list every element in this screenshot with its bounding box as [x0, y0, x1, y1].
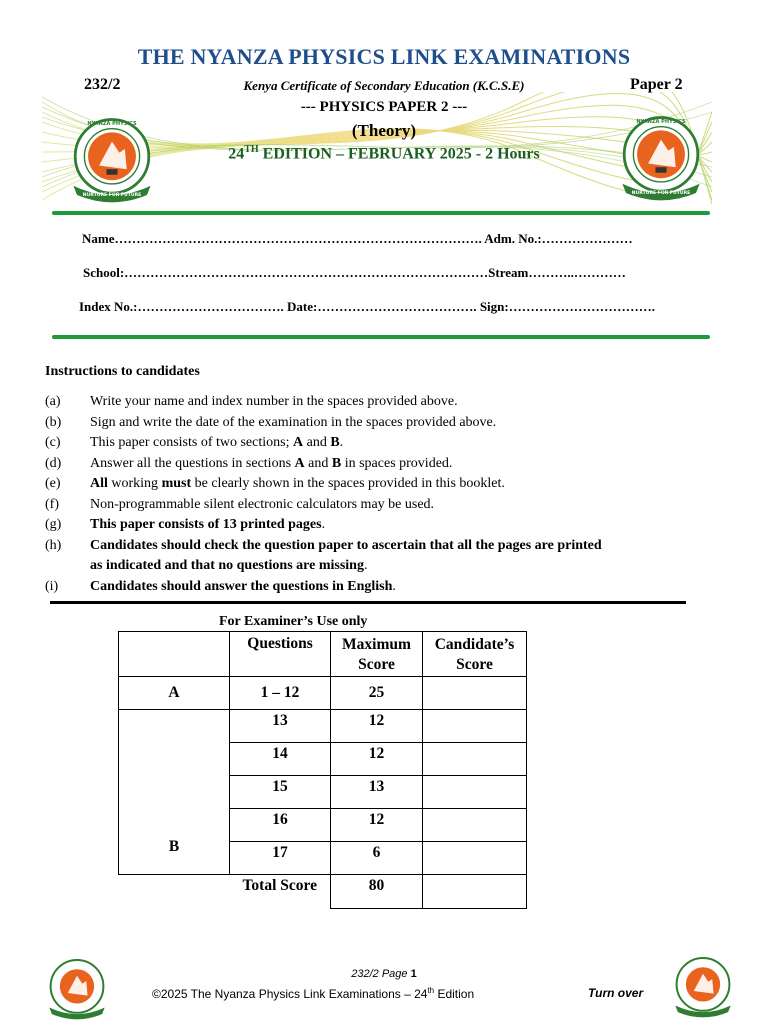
question-max: 13 [331, 776, 423, 809]
instruction-item: (i) Candidates should answer the questions in English. [45, 578, 396, 594]
total-score-label: Total Score [242, 877, 317, 894]
fields-divider [52, 335, 710, 339]
school-logo-left [66, 114, 158, 206]
header-candidate-score: Candidate’s Score [423, 632, 527, 677]
instructions-heading: Instructions to candidates [45, 364, 200, 379]
instruction-item: (e) All working must be clearly shown in the spaces provided in this booklet. [45, 476, 505, 491]
svg-text:NURTURE FOR FUTURE: NURTURE FOR FUTURE [631, 190, 691, 196]
header-section-cell [119, 632, 230, 677]
index-date-sign-field[interactable]: Index No.:……………………………. Date:………………………………. Sign:……………………………. [79, 299, 655, 314]
section-a-questions: 1 – 12 [230, 677, 331, 710]
instruction-item: (h) Candidates should check the question paper to ascertain that all the pages are printed as indicated and that no questions are missing. [45, 537, 602, 573]
question-number: 16 [230, 809, 331, 842]
section-b-label: B [119, 710, 230, 875]
candidate-score-cell[interactable] [423, 809, 527, 842]
total-max: 80 [331, 875, 423, 909]
paper-code: 232/2 [84, 76, 121, 93]
school-logo-right [615, 112, 707, 204]
question-max: 12 [331, 809, 423, 842]
candidate-score-cell[interactable] [423, 710, 527, 743]
question-number: 13 [230, 710, 331, 743]
copyright-notice: ©2025 The Nyanza Physics Link Examinations – 24th Edition [152, 986, 475, 1001]
instruction-item: (g) This paper consists of 13 printed pages. [45, 517, 326, 532]
table-header-row [119, 632, 527, 677]
school-stream-field[interactable]: School:…………………………………………………………………………Stream………..………… [83, 265, 626, 280]
total-spacer [119, 875, 230, 909]
section-a-label: A [119, 677, 230, 710]
kcse-subtitle: Kenya Certificate of Secondary Education (K.C.S.E) [243, 78, 525, 93]
paper-number: Paper 2 [630, 76, 683, 93]
instruction-item: (d) Answer all the questions in sections A and B in spaces provided. [45, 455, 453, 471]
section-a-score-cell[interactable] [423, 677, 527, 710]
instructions-divider [50, 601, 686, 604]
total-score-cell[interactable] [423, 875, 527, 909]
instruction-item: (c) This paper consists of two sections; A and B. [45, 435, 344, 450]
instruction-item: (f) Non-programmable silent electronic calculators may be used. [45, 496, 435, 512]
exam-title: THE NYANZA PHYSICS LINK EXAMINATIONS [137, 44, 631, 69]
total-row [119, 875, 527, 909]
question-number: 15 [230, 776, 331, 809]
question-number: 17 [230, 842, 331, 875]
header-divider [52, 211, 710, 215]
page-number: 232/2 Page 1 [351, 968, 417, 980]
instructions-list [45, 392, 685, 597]
candidate-score-cell[interactable] [423, 842, 527, 875]
footer-logo-left [44, 956, 110, 1022]
svg-text:NYANZA PHYSICS: NYANZA PHYSICS [87, 121, 137, 128]
turn-over-note: Turn over [588, 986, 644, 1000]
question-max: 6 [331, 842, 423, 875]
svg-text:NYANZA PHYSICS: NYANZA PHYSICS [636, 119, 686, 126]
footer-logo-right [670, 954, 736, 1020]
candidate-score-cell[interactable] [423, 776, 527, 809]
subject-title: --- PHYSICS PAPER 2 --- [300, 99, 468, 115]
svg-text:NURTURE FOR FUTURE: NURTURE FOR FUTURE [82, 192, 142, 198]
question-max: 12 [331, 710, 423, 743]
table-row [119, 677, 527, 710]
candidate-score-cell[interactable] [423, 743, 527, 776]
paper-type: (Theory) [351, 121, 417, 140]
header-maximum-score: Maximum Score [331, 632, 423, 677]
instruction-item: (a) Write your name and index number in the spaces provided above. [45, 394, 458, 409]
question-max: 12 [331, 743, 423, 776]
instruction-item: (b) Sign and write the date of the examination in the spaces provided above. [45, 414, 497, 430]
table-row [119, 710, 527, 743]
examiner-use-label: For Examiner’s Use only [219, 614, 368, 629]
score-table [118, 631, 527, 909]
edition-line: 24TH EDITION – FEBRUARY 2025 - 2 Hours [228, 144, 540, 163]
question-number: 14 [230, 743, 331, 776]
header-questions: Questions [230, 632, 331, 677]
section-a-max: 25 [331, 677, 423, 710]
name-adm-field[interactable]: Name…………………………………………………………………………. Adm. No.:………………… [82, 231, 633, 246]
